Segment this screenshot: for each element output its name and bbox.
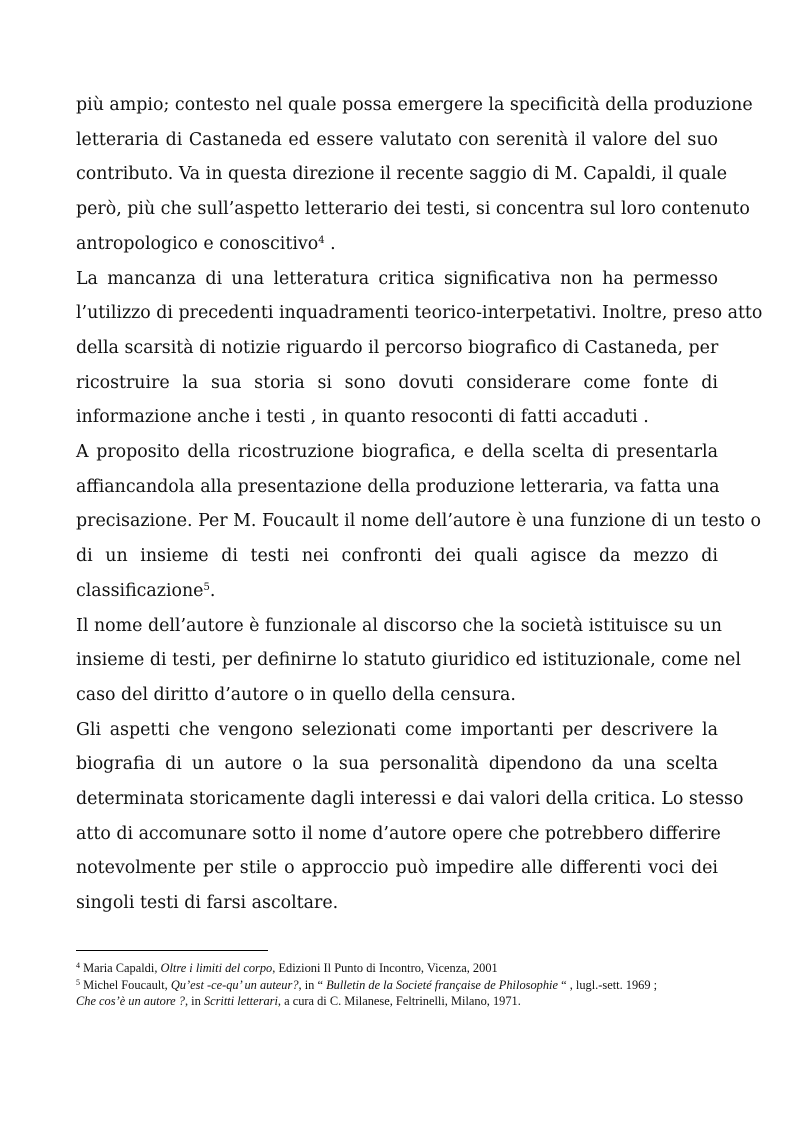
- text-line: atto di accomunare sotto il nome d’autore opere che potrebbero differire: [76, 823, 721, 844]
- paragraph-2: [76, 262, 763, 436]
- text-line: biografia di un autore o la sua personalità dipendono da una scelta: [76, 754, 718, 775]
- text-line: Il nome dell’autore è funzionale al discorso che la società istituisce su un: [76, 615, 722, 636]
- text-line: affiancandola alla presentazione della produzione letteraria, va fatta una: [76, 476, 720, 497]
- footnotes: [76, 960, 736, 1010]
- text-line: insieme di testi, per definirne lo statuto giuridico ed istituzionale, come nel: [76, 650, 741, 671]
- text-line: di un insieme di testi nei confronti dei quali agisce da mezzo di: [76, 546, 718, 567]
- text-line: antropologico e conoscitivo$^4$ .: [76, 233, 336, 254]
- paragraph-3: [76, 435, 762, 609]
- text-line: Gli aspetti che vengono selezionati come importanti per descrivere la: [76, 719, 718, 740]
- footnote-4: $^4$ Maria Capaldi, Oltre i limiti del corpo, Edizioni Il Punto di Incontro, Vicenza, 2001: [76, 961, 498, 975]
- text-line: letteraria di Castaneda ed essere valutato con serenità il valore del suo: [76, 129, 718, 150]
- text-line: notevolmente per stile o approccio può impedire alle differenti voci dei: [76, 858, 718, 879]
- text-line: ricostruire la sua storia si sono dovuti considerare come fonte di: [76, 372, 718, 393]
- footnote-title: Qu’est -ce-qu’ un auteur?: [170, 977, 299, 992]
- text-line: contributo. Va in questa direzione il recente saggio di M. Capaldi, il quale: [76, 164, 728, 185]
- paragraph-1: [76, 88, 753, 262]
- text-line: classificazione$^5$.: [76, 580, 216, 601]
- text-line: informazione anche i testi , in quanto resoconti di fatti accaduti .: [76, 407, 649, 428]
- footnote-journal: Bulletin de la Societé française de Philosophie: [326, 977, 558, 992]
- footnote-number: 5: [76, 977, 80, 987]
- text-line: determinata storicamente dagli interessi e dai valori della critica. Lo stesso: [76, 789, 744, 810]
- body-text: [76, 88, 763, 921]
- footnote-5: $^5$ Michel Foucault, Qu’est -ce-qu’ un auteur?, in “ Bulletin de la Societé française de Philosophie “ , lugl.-sett. 1969 ;: [76, 977, 658, 992]
- footnote-5-continued: Che cos’è un autore ?, in Scritti letterari, a cura di C. Milanese, Feltrinelli, Milano, 1971.: [76, 994, 521, 1008]
- text-line: A proposito della ricostruzione biografica, e della scelta di presentarla: [76, 442, 718, 463]
- text-line: La mancanza di una letteratura critica significativa non ha permesso: [76, 268, 718, 289]
- text-line: singoli testi di farsi ascoltare.: [76, 893, 339, 914]
- footnote-ref-4: 4: [318, 234, 325, 246]
- footnote-book: Scritti letterari: [203, 994, 278, 1008]
- footnote-number: 4: [76, 961, 80, 970]
- text-line: precisazione. Per M. Foucault il nome dell’autore è una funzione di un testo o: [76, 511, 762, 532]
- text-line: della scarsità di notizie riguardo il percorso biografico di Castaneda, per: [76, 337, 719, 358]
- text-line: però, più che sull’aspetto letterario dei testi, si concentra sul loro contenuto: [76, 199, 750, 220]
- text-line: più ampio; contesto nel quale possa emergere la specificità della produzione: [76, 95, 753, 115]
- paragraph-4: [76, 609, 741, 713]
- footnote-separator: [76, 950, 268, 951]
- paragraph-5: [76, 713, 744, 921]
- text-line: caso del diritto d’autore o in quello della censura.: [76, 684, 516, 705]
- footnote-title: Che cos’è un autore ?: [76, 994, 185, 1008]
- footnote-title: Oltre i limiti del corpo: [160, 961, 273, 975]
- text-line: l’utilizzo di precedenti inquadramenti teorico-interpetativi. Inoltre, preso atto: [76, 303, 763, 324]
- footnote-ref-5: 5: [203, 581, 210, 593]
